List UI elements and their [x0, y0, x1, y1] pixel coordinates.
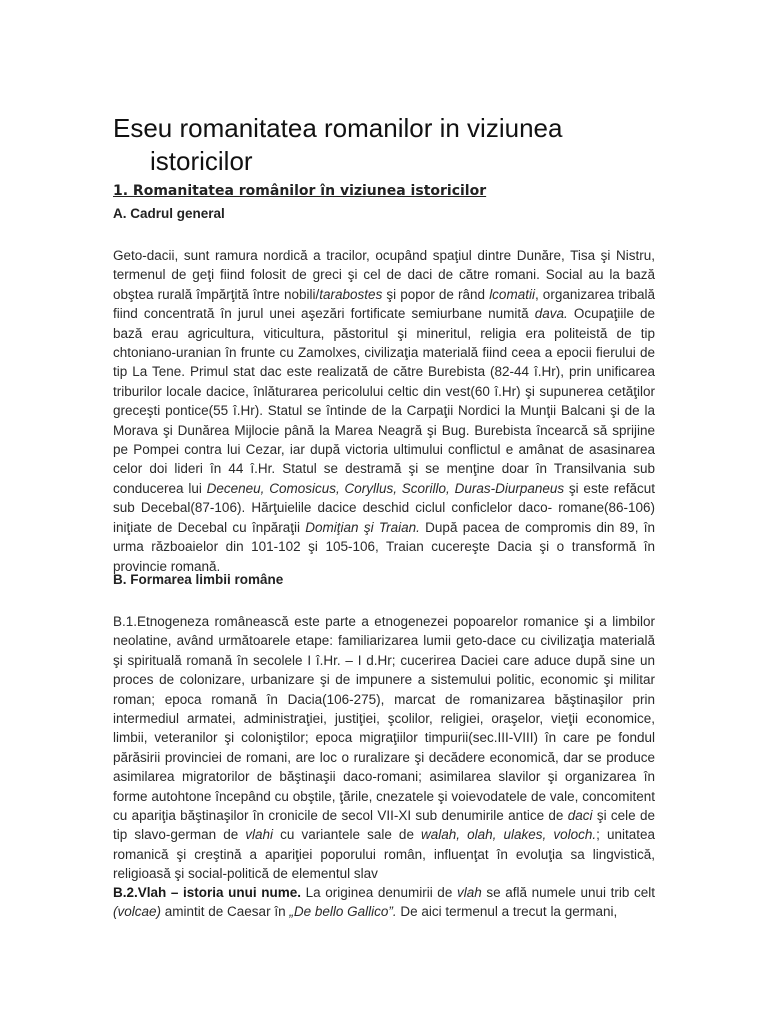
subsection-b-heading: B. Formarea limbii române: [113, 572, 284, 587]
document-title: [113, 112, 673, 178]
title-line-2: istoricilor: [150, 146, 253, 176]
section-1-heading: 1. Romanitatea românilor în viziunea istoricilor: [113, 183, 487, 199]
subsection-a-heading: A. Cadrul general: [113, 206, 225, 221]
paragraph-b2: B.2.Vlah – istoria unui nume. La originea denumirii de vlah se află numele unui trib celt (volcae) amintit de Caesar în „De bello Gallico”. De aici termenul a trecut la germani,: [113, 885, 656, 920]
paragraph-b1: B.1.Etnogeneza românească este parte a etnogenezei popoarelor romanice şi a limbilor neolatine, având următoarele etape: familiarizarea lumii geto-dace cu civilizaţia materială şi spirituală romană în secolele I î.Hr. – I d.Hr; cucerirea Daciei care aduce după sine un proces de colonizare, urbanizare şi de impunere a sistemului politic, economic şi militar roman; epoca romană în Dacia(106-275), marcat de romanizarea băştinaşilor prin intermediul armatei, administraţiei, justiţiei, şcolilor, religiei, oraşelor, vieţii economice, limbii, veteranilor şi coloniştilor; epoca migraţiilor timpurii(sec.III-VIII) în care pe fondul părăsirii provinciei de romani, are loc o ruralizare şi decădere economică, dar se produce asimilarea migratorilor de băştinaşii daco-romani; asimilarea slavilor şi organizarea în forme autohtone începând cu obştile, ţările, cnezatele şi voievodatele de vale, concomitent cu apariţia băştinaşilor în cronicile de secol VII-XI sub denumirile antice de daci şi cele de tip slavo-german de vlahi cu variantele sale de walah, olah, ulakes, voloch.; unitatea romanică şi creştină a apariţiei poporului român, influenţat în evoluţia sa lingvistică, religioasă şi social-politică de elementul slav: [113, 614, 655, 882]
paragraph-a: Geto-dacii, sunt ramura nordică a tracilor, ocupând spaţiul dintre Dunăre, Tisa şi Nistru, termenul de geţi fiind folosit de greci şi cel de daci de către romani. Social au la bază obştea rurală împărţită între nobili/tarabostes şi popor de rând lcomatii, organizarea tribală fiind concentrată în jurul unei aşezări fortificate semiurbane numită dava. Ocupaţiile de bază erau agricultura, viticultura, păstoritul şi mineritul, religia era politeistă de tip chtoniano-uranian în frunte cu Zamolxes, civilizaţia materială fiind ceea a epocii fierului de tip La Tene. Primul stat dac este realizată de către Burebista (82-44 î.Hr), prin unificarea triburilor locale dacice, înlăturarea pericolului celtic din vest(60 î.Hr) şi supunerea cetăţilor greceşti pontice(55 î.Hr). Statul se întinde de la Carpaţii Nordici la Munţii Balcani şi de la Morava şi Dunărea Mijlocie până la Marea Neagră şi Bug. Burebista încearcă să sprijine pe Pompei contra lui Cezar, iar după victoria ultimului conflictul e amânat de asasinarea celor doi lideri în 44 î.Hr. Statul se destramă şi se menţine doar în Transilvania sub conducerea lui Deceneu, Comosicus, Coryllus, Scorillo, Duras-Diurpaneus şi este refăcut sub Decebal(87-106). Hărţuielile dacice deschid ciclul conficlelor daco- romane(86-106) iniţiate de Decebal cu înpăraţii Domiţian şi Traian. După pacea de compromis din 89, în urma războaielor din 101-102 şi 105-106, Traian cucereşte Dacia şi o transformă în provincie romană.: [113, 248, 655, 574]
title-line-1: Eseu romanitatea romanilor in viziunea: [113, 113, 563, 143]
